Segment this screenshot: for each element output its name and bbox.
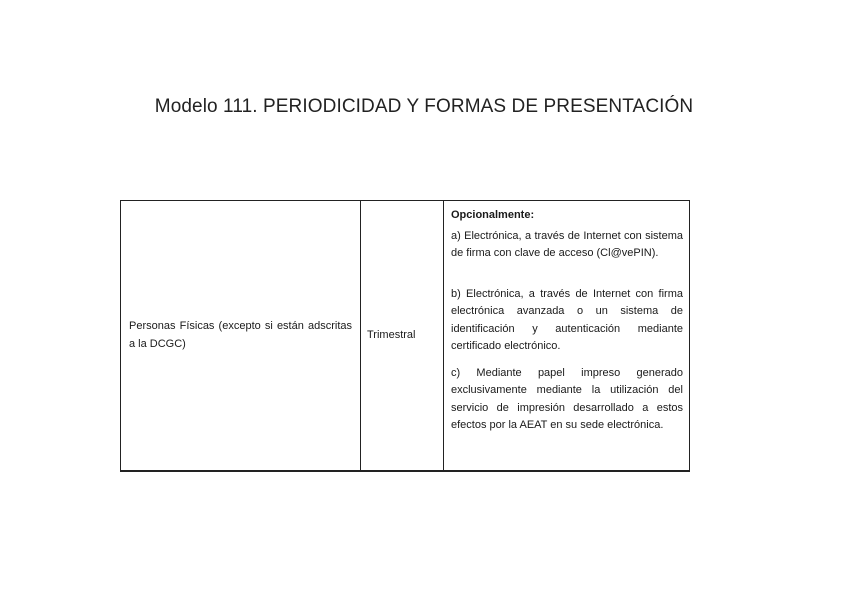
form-option-printed-paper: c) Mediante papel impreso generado exclusivamente mediante la utilización del servicio de impresión desarrollado a estos efectos por la AEAT en su sede electrónica. [451,366,683,431]
page-title: Modelo 111. PERIODICIDAD Y FORMAS DE PRESENTACIÓN [154,96,694,117]
presentation-forms-cell [444,201,690,472]
form-option-electronic-certificate: b) Electrónica, a través de Internet con firma electrónica avanzada o un sistema de identificación y autenticación mediante certificado electrónico. [451,287,683,352]
taxpayer-cell [121,201,361,472]
taxpayer-text: Personas Físicas (excepto si están adscritas a la DCGC) [129,320,352,350]
periodicity-text: Trimestral [367,328,416,341]
presentation-forms-list [444,201,689,435]
periodicity-cell [361,201,444,472]
form-option-electronic-pin: a) Electrónica, a través de Internet con sistema de firma con clave de acceso (Cl@vePIN). [451,229,683,259]
presentation-table [120,200,690,472]
forms-heading: Opcionalmente: [451,209,535,221]
table-row [121,201,690,472]
